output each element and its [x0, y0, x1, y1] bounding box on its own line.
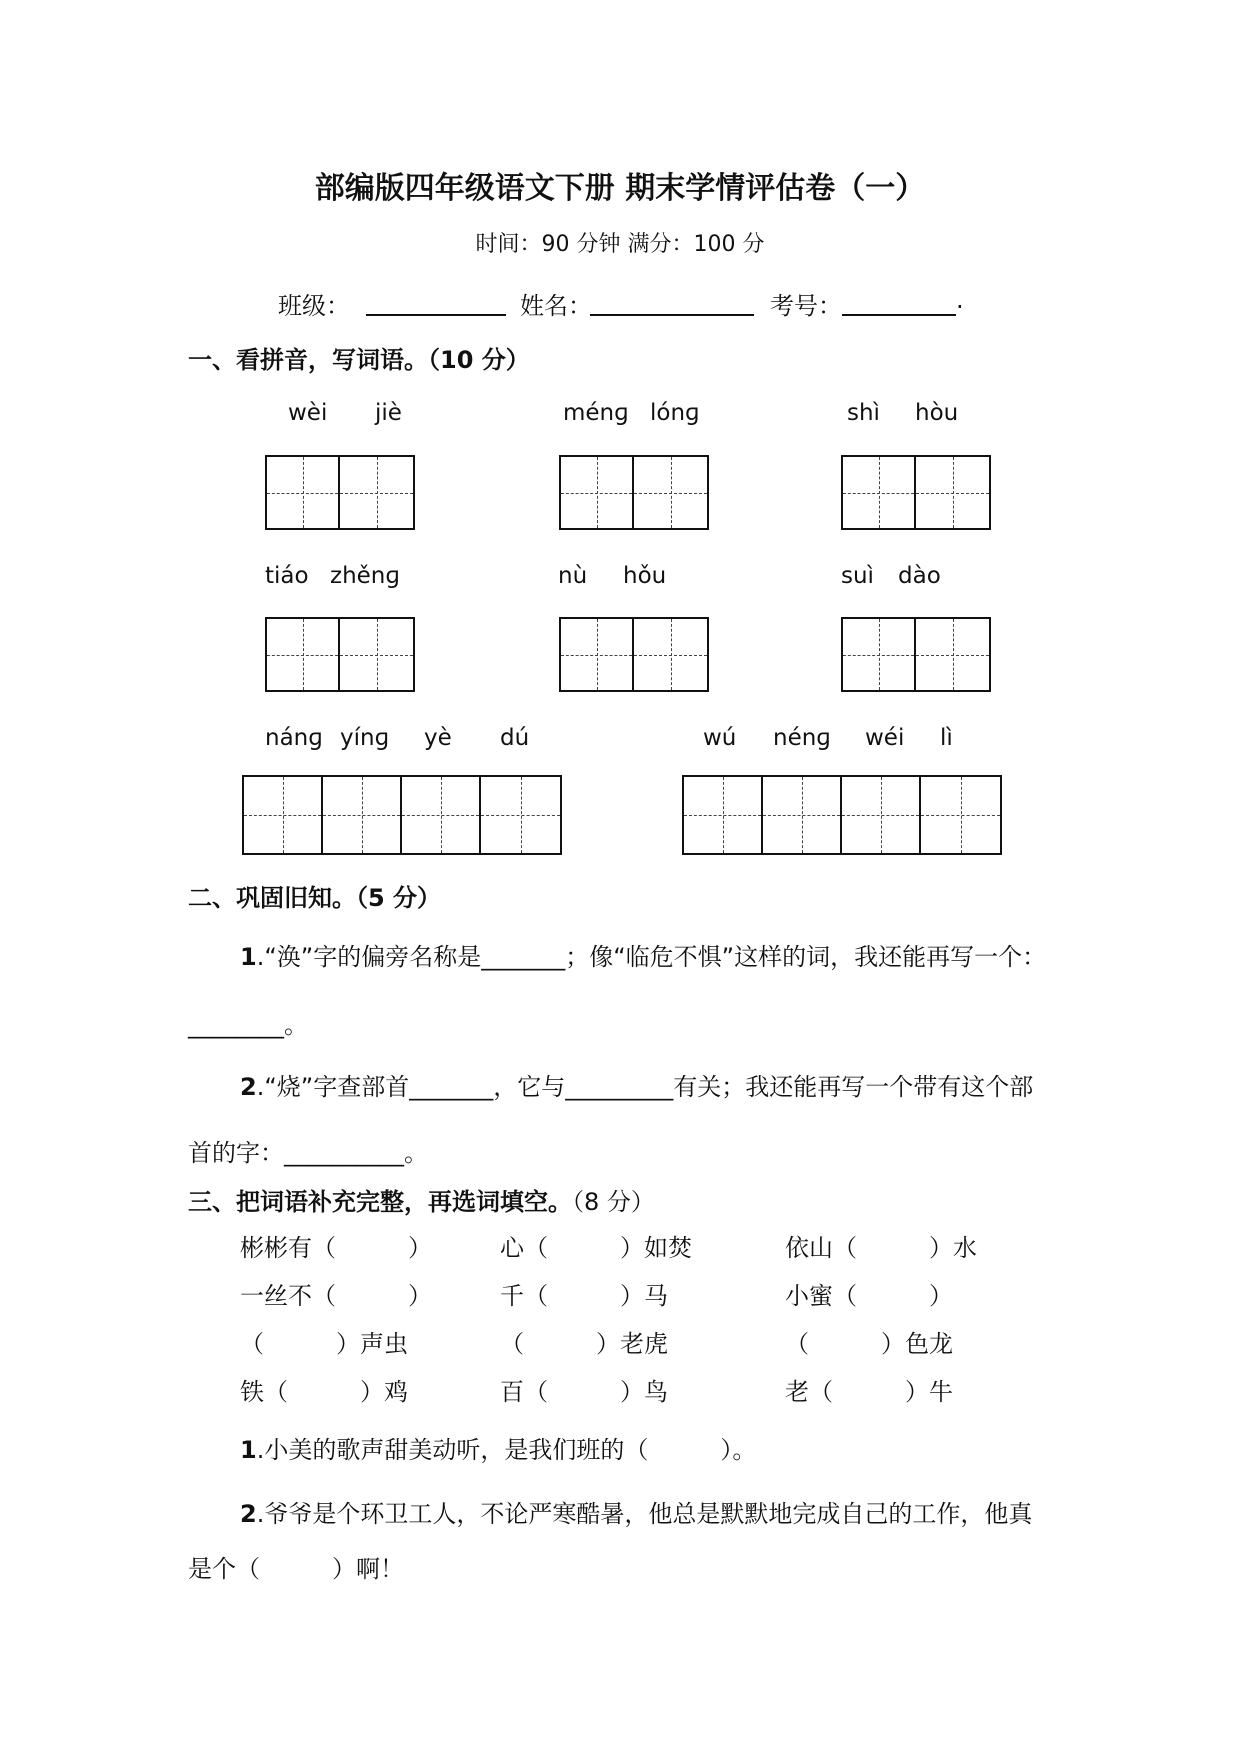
- name-field[interactable]: [590, 286, 754, 316]
- question-number: 2: [240, 1073, 257, 1101]
- question-text: .爷爷是个环卫工人，不论严寒酷暑，他总是默默地完成自己的工作，他真: [256, 1500, 1033, 1528]
- pinyin: yè: [424, 725, 452, 751]
- question-3-1: [240, 1430, 756, 1465]
- section-3-title-line: [188, 1182, 655, 1217]
- idiom-fill[interactable]: 百（ ）鸟: [500, 1378, 668, 1406]
- idiom-fill[interactable]: 心（ ）如焚: [500, 1234, 692, 1262]
- number-field[interactable]: [842, 286, 956, 316]
- question-2-2-cont: 首的字：__________。: [188, 1139, 428, 1167]
- writing-grid[interactable]: [265, 455, 415, 530]
- pinyin: tiáo: [265, 563, 309, 589]
- number-label: 考号：: [770, 292, 842, 320]
- pinyin: hòu: [915, 400, 959, 426]
- question-3-2-cont: 是个（ ）啊！: [188, 1555, 404, 1583]
- question-text: .“涣”字的偏旁名称是_______；像“临危不惧”这样的词，我还能再写一个：: [256, 943, 1047, 971]
- pinyin: yínɡ: [340, 725, 390, 751]
- pinyin: nénɡ: [773, 725, 831, 751]
- idiom-fill[interactable]: 老（ ）牛: [785, 1378, 953, 1406]
- idiom-fill[interactable]: 依山（ ）水: [785, 1234, 977, 1262]
- idiom-fill[interactable]: （ ）色龙: [785, 1330, 953, 1358]
- section-3-score: （8 分）: [572, 1188, 655, 1216]
- writing-grid[interactable]: [841, 617, 991, 692]
- pinyin: dú: [500, 725, 530, 751]
- info-end-dot: .: [956, 286, 964, 314]
- pinyin: hǒu: [623, 563, 667, 589]
- question-text: .“烧”字查部首_______，它与_________有关；我还能再写一个带有这个部: [256, 1073, 1034, 1101]
- writing-grid[interactable]: [559, 617, 709, 692]
- pinyin: jiè: [375, 400, 402, 426]
- writing-grid[interactable]: [682, 775, 1002, 855]
- class-field[interactable]: [366, 286, 506, 316]
- pinyin: wéi: [865, 725, 905, 751]
- pinyin: wú: [703, 725, 737, 751]
- idiom-fill[interactable]: 小蜜（ ）: [785, 1282, 953, 1310]
- exam-time-score: 时间：90 分钟 满分：100 分: [475, 232, 765, 257]
- pinyin: dào: [898, 563, 941, 589]
- writing-grid[interactable]: [559, 455, 709, 530]
- idiom-fill[interactable]: 一丝不（ ）: [240, 1282, 432, 1310]
- question-number: 2: [240, 1500, 257, 1528]
- idiom-fill[interactable]: 彬彬有（ ）: [240, 1234, 432, 1262]
- question-number: 1: [240, 1436, 257, 1464]
- question-2-1-cont: ________。: [188, 1011, 308, 1039]
- idiom-fill[interactable]: 千（ ）马: [500, 1282, 668, 1310]
- writing-grid[interactable]: [841, 455, 991, 530]
- question-number: 1: [240, 943, 257, 971]
- pinyin: nánɡ: [265, 725, 323, 751]
- class-label: 班级：: [278, 292, 350, 320]
- section-2-title: 二、巩固旧知。（5 分）: [188, 884, 442, 912]
- page-title: 部编版四年级语文下册 期末学情评估卷（一）: [314, 171, 926, 206]
- pinyin: suì: [841, 563, 874, 589]
- section-1-title: 一、看拼音，写词语。（10 分）: [188, 346, 530, 374]
- writing-grid[interactable]: [265, 617, 415, 692]
- idiom-fill[interactable]: 铁（ ）鸡: [240, 1378, 408, 1406]
- section-3-title: 三、把词语补充完整，再选词填空。: [188, 1188, 572, 1216]
- question-3-2: [240, 1494, 1032, 1529]
- name-label: 姓名：: [520, 292, 592, 320]
- writing-grid[interactable]: [242, 775, 562, 855]
- pinyin: nù: [558, 563, 588, 589]
- idiom-fill[interactable]: （ ）声虫: [240, 1330, 408, 1358]
- pinyin: lì: [940, 725, 953, 751]
- pinyin: zhěnɡ: [330, 563, 400, 589]
- question-2-2: [240, 1067, 1033, 1102]
- question-2-1: [240, 937, 1046, 972]
- pinyin: wèi: [288, 400, 328, 426]
- question-text: .小美的歌声甜美动听，是我们班的（ ）。: [256, 1436, 757, 1464]
- pinyin: ménɡ: [563, 400, 629, 426]
- pinyin: lónɡ: [650, 400, 700, 426]
- idiom-fill[interactable]: （ ）老虎: [500, 1330, 668, 1358]
- pinyin: shì: [847, 400, 880, 426]
